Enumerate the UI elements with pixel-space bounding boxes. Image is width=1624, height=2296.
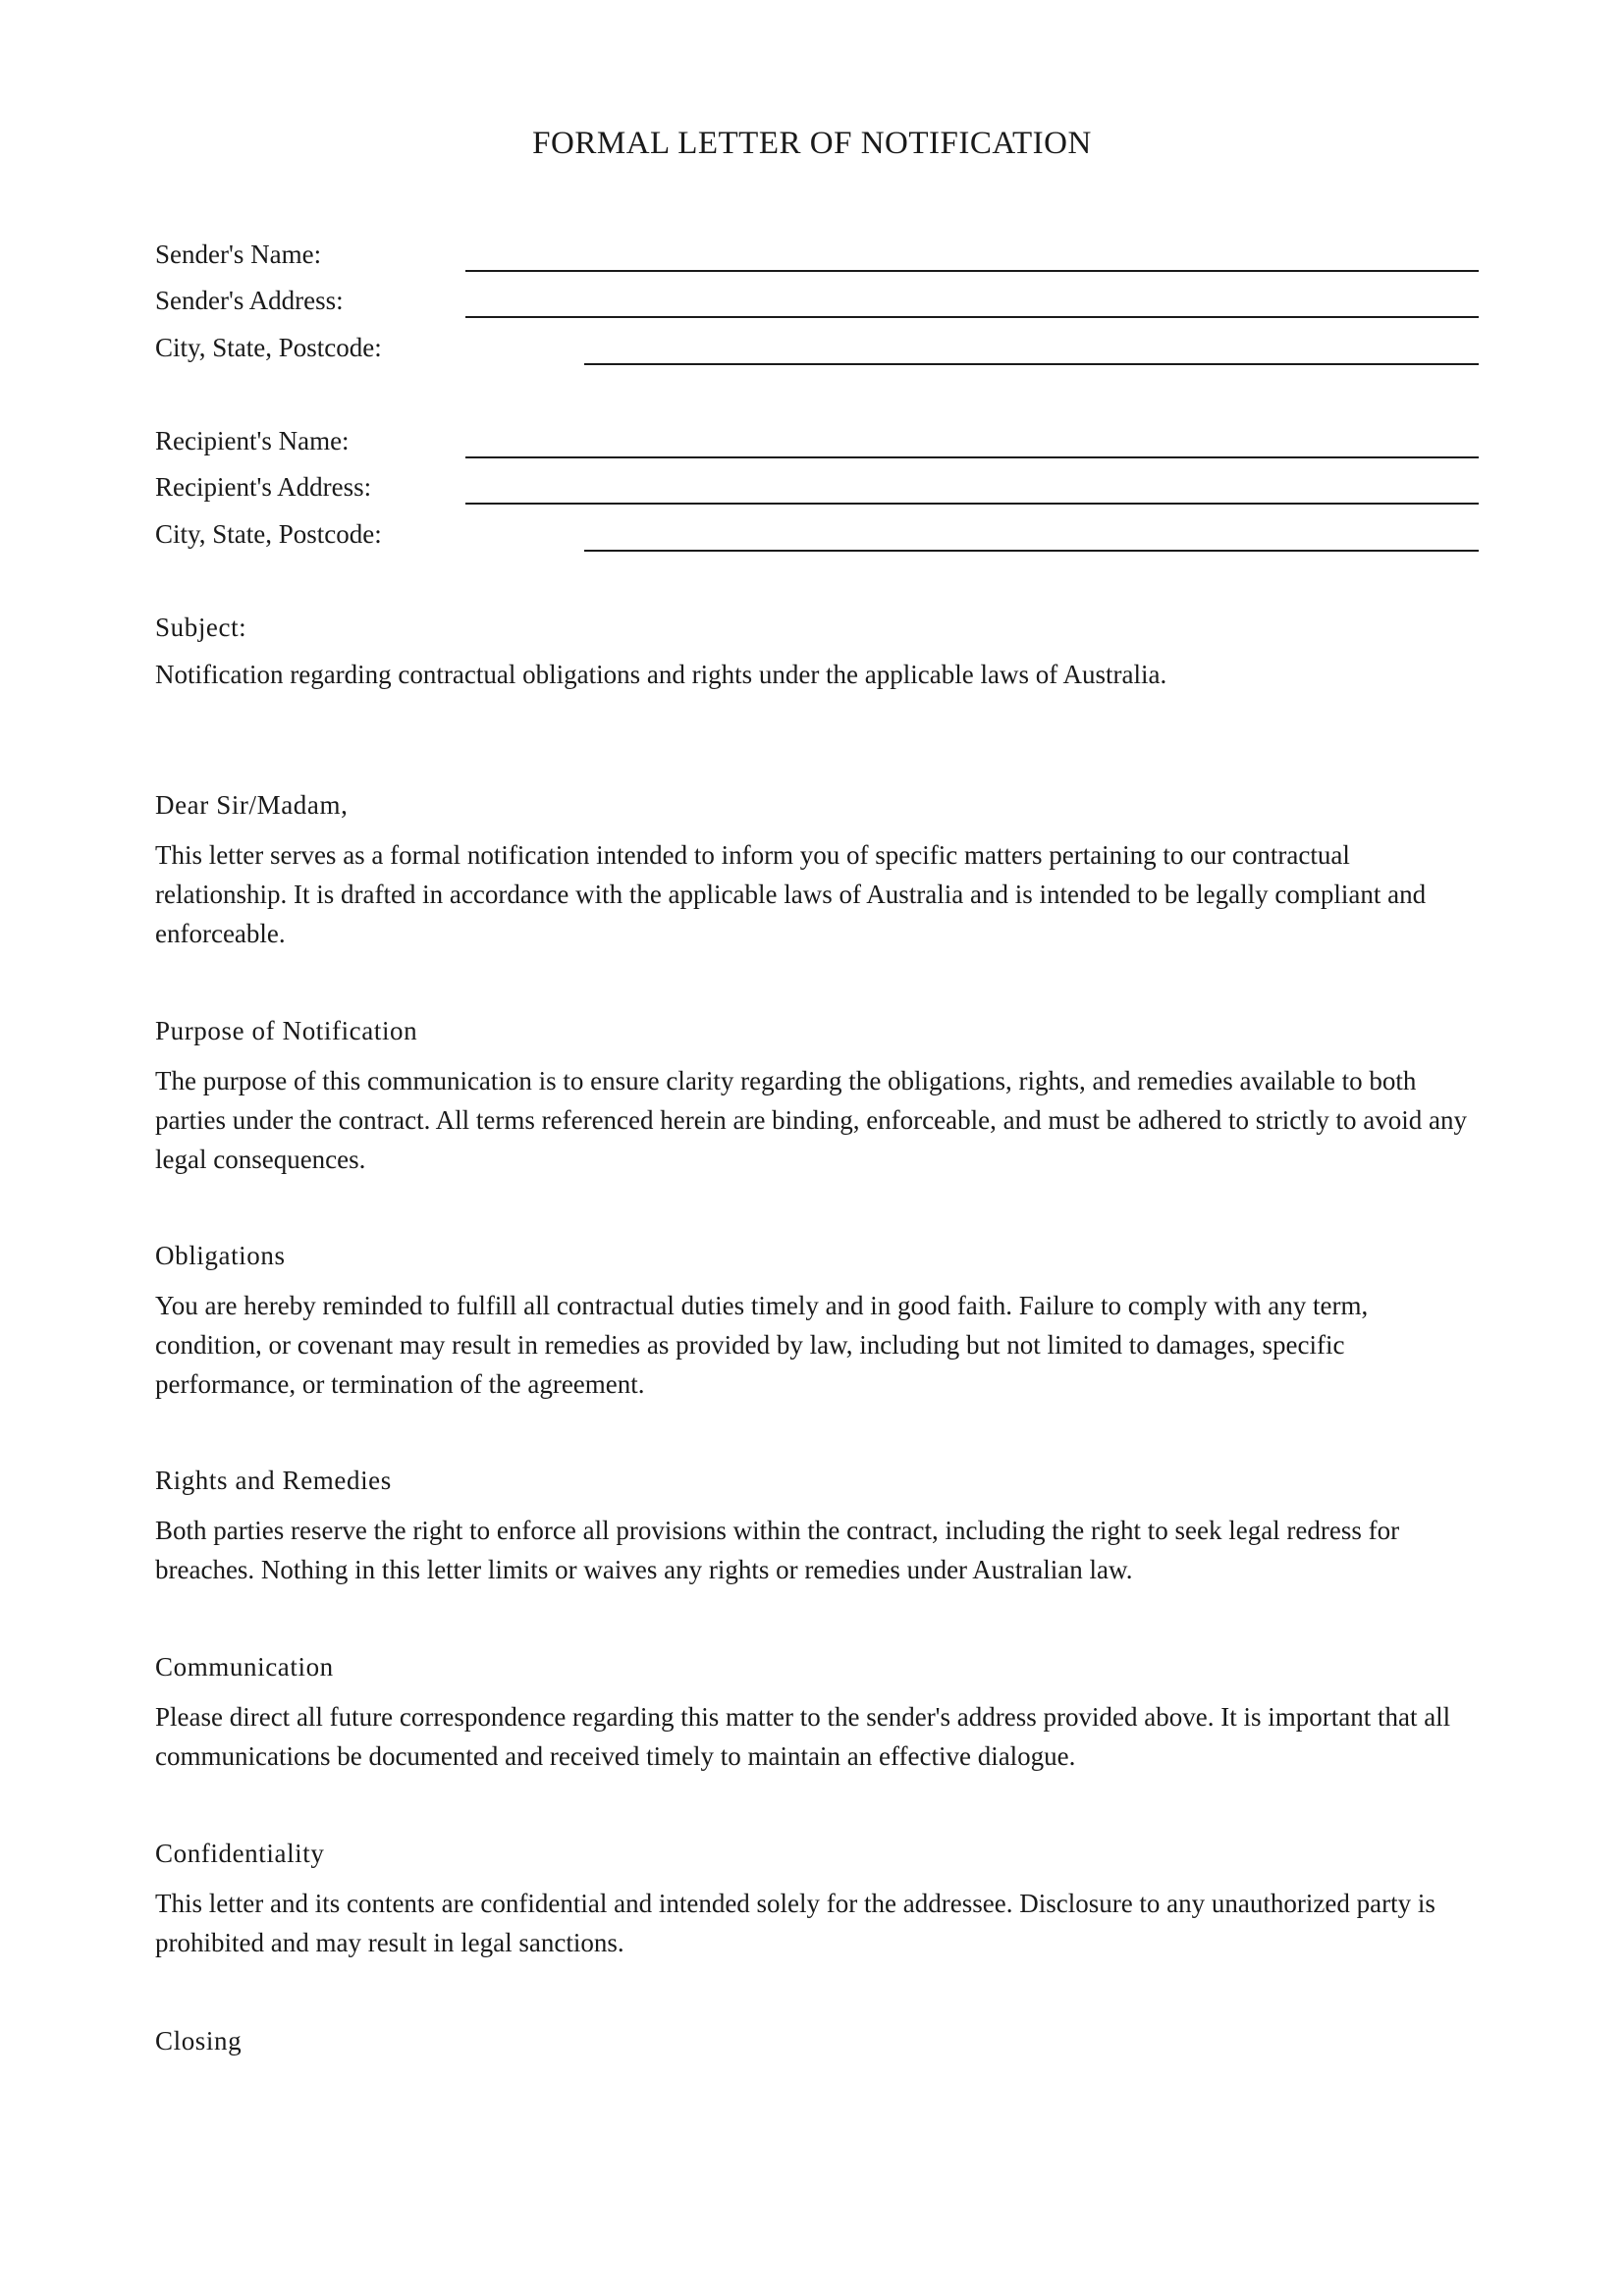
recipient-name-line[interactable]: [465, 456, 1479, 458]
section-heading: Confidentiality: [155, 1839, 325, 1868]
recipient-city-label: City, State, Postcode:: [155, 519, 382, 549]
sender-city-field: [155, 331, 1479, 370]
recipient-address-field: [155, 470, 1479, 509]
section-closing: [155, 2024, 1481, 2071]
section-heading: Closing: [155, 2026, 243, 2056]
section-body: Both parties reserve the right to enforce all provisions within the contract, including the right to seek legal redress for breaches. Nothing in this letter limits or waives any rights or remedies under Australian law.: [155, 1516, 1400, 1584]
sender-address-field: [155, 284, 1479, 323]
recipient-address-label: Recipient's Address:: [155, 472, 372, 502]
salutation-section: [155, 788, 1481, 953]
salutation-heading: Dear Sir/Madam,: [155, 790, 349, 820]
sender-name-field: [155, 238, 1479, 277]
subject-text: Notification regarding contractual obligations and rights under the applicable laws of Australia.: [155, 660, 1167, 689]
sender-address-label: Sender's Address:: [155, 286, 344, 315]
sender-address-line[interactable]: [465, 316, 1479, 318]
recipient-name-field: [155, 424, 1479, 463]
sender-city-label: City, State, Postcode:: [155, 333, 382, 362]
section-body: The purpose of this communication is to ensure clarity regarding the obligations, rights, and remedies available to both parties under the contract. All terms referenced herein are binding, enforceable, and must be adhered to strictly to avoid any legal consequences.: [155, 1066, 1467, 1174]
section-heading: Obligations: [155, 1241, 286, 1270]
section-rights-remedies: [155, 1464, 1481, 1589]
section-heading: Rights and Remedies: [155, 1466, 392, 1495]
subject-label: Subject:: [155, 613, 247, 642]
recipient-city-line[interactable]: [584, 550, 1479, 552]
recipient-name-label: Recipient's Name:: [155, 426, 350, 455]
sender-name-label: Sender's Name:: [155, 240, 322, 269]
section-body: You are hereby reminded to fulfill all contractual duties timely and in good faith. Failure to comply with any term, condition, or covenant may result in remedies as provided by law, including but not limited to damages, specific performance, or termination of the agreement.: [155, 1291, 1369, 1399]
section-purpose: [155, 1014, 1481, 1179]
recipient-city-field: [155, 517, 1479, 557]
section-confidentiality: [155, 1837, 1481, 1962]
sender-city-line[interactable]: [584, 363, 1479, 365]
sender-name-line[interactable]: [465, 270, 1479, 272]
section-obligations: [155, 1239, 1481, 1404]
section-communication: [155, 1650, 1481, 1776]
salutation-body: This letter serves as a formal notification intended to inform you of specific matters pertaining to our contractual relationship. It is drafted in accordance with the applicable laws of Australia and is intended to be legally compliant and enforceable.: [155, 840, 1427, 948]
section-body: This letter and its contents are confidential and intended solely for the addressee. Disclosure to any unauthorized party is prohibited and may result in legal sanctions.: [155, 1889, 1435, 1957]
section-body: Please direct all future correspondence regarding this matter to the sender's address provided above. It is important that all communications be documented and received timely to maintain an effective dialogue.: [155, 1702, 1451, 1771]
document-title: FORMAL LETTER OF NOTIFICATION: [532, 126, 1092, 161]
recipient-address-line[interactable]: [465, 503, 1479, 505]
section-heading: Purpose of Notification: [155, 1016, 418, 1045]
section-heading: Communication: [155, 1652, 334, 1682]
